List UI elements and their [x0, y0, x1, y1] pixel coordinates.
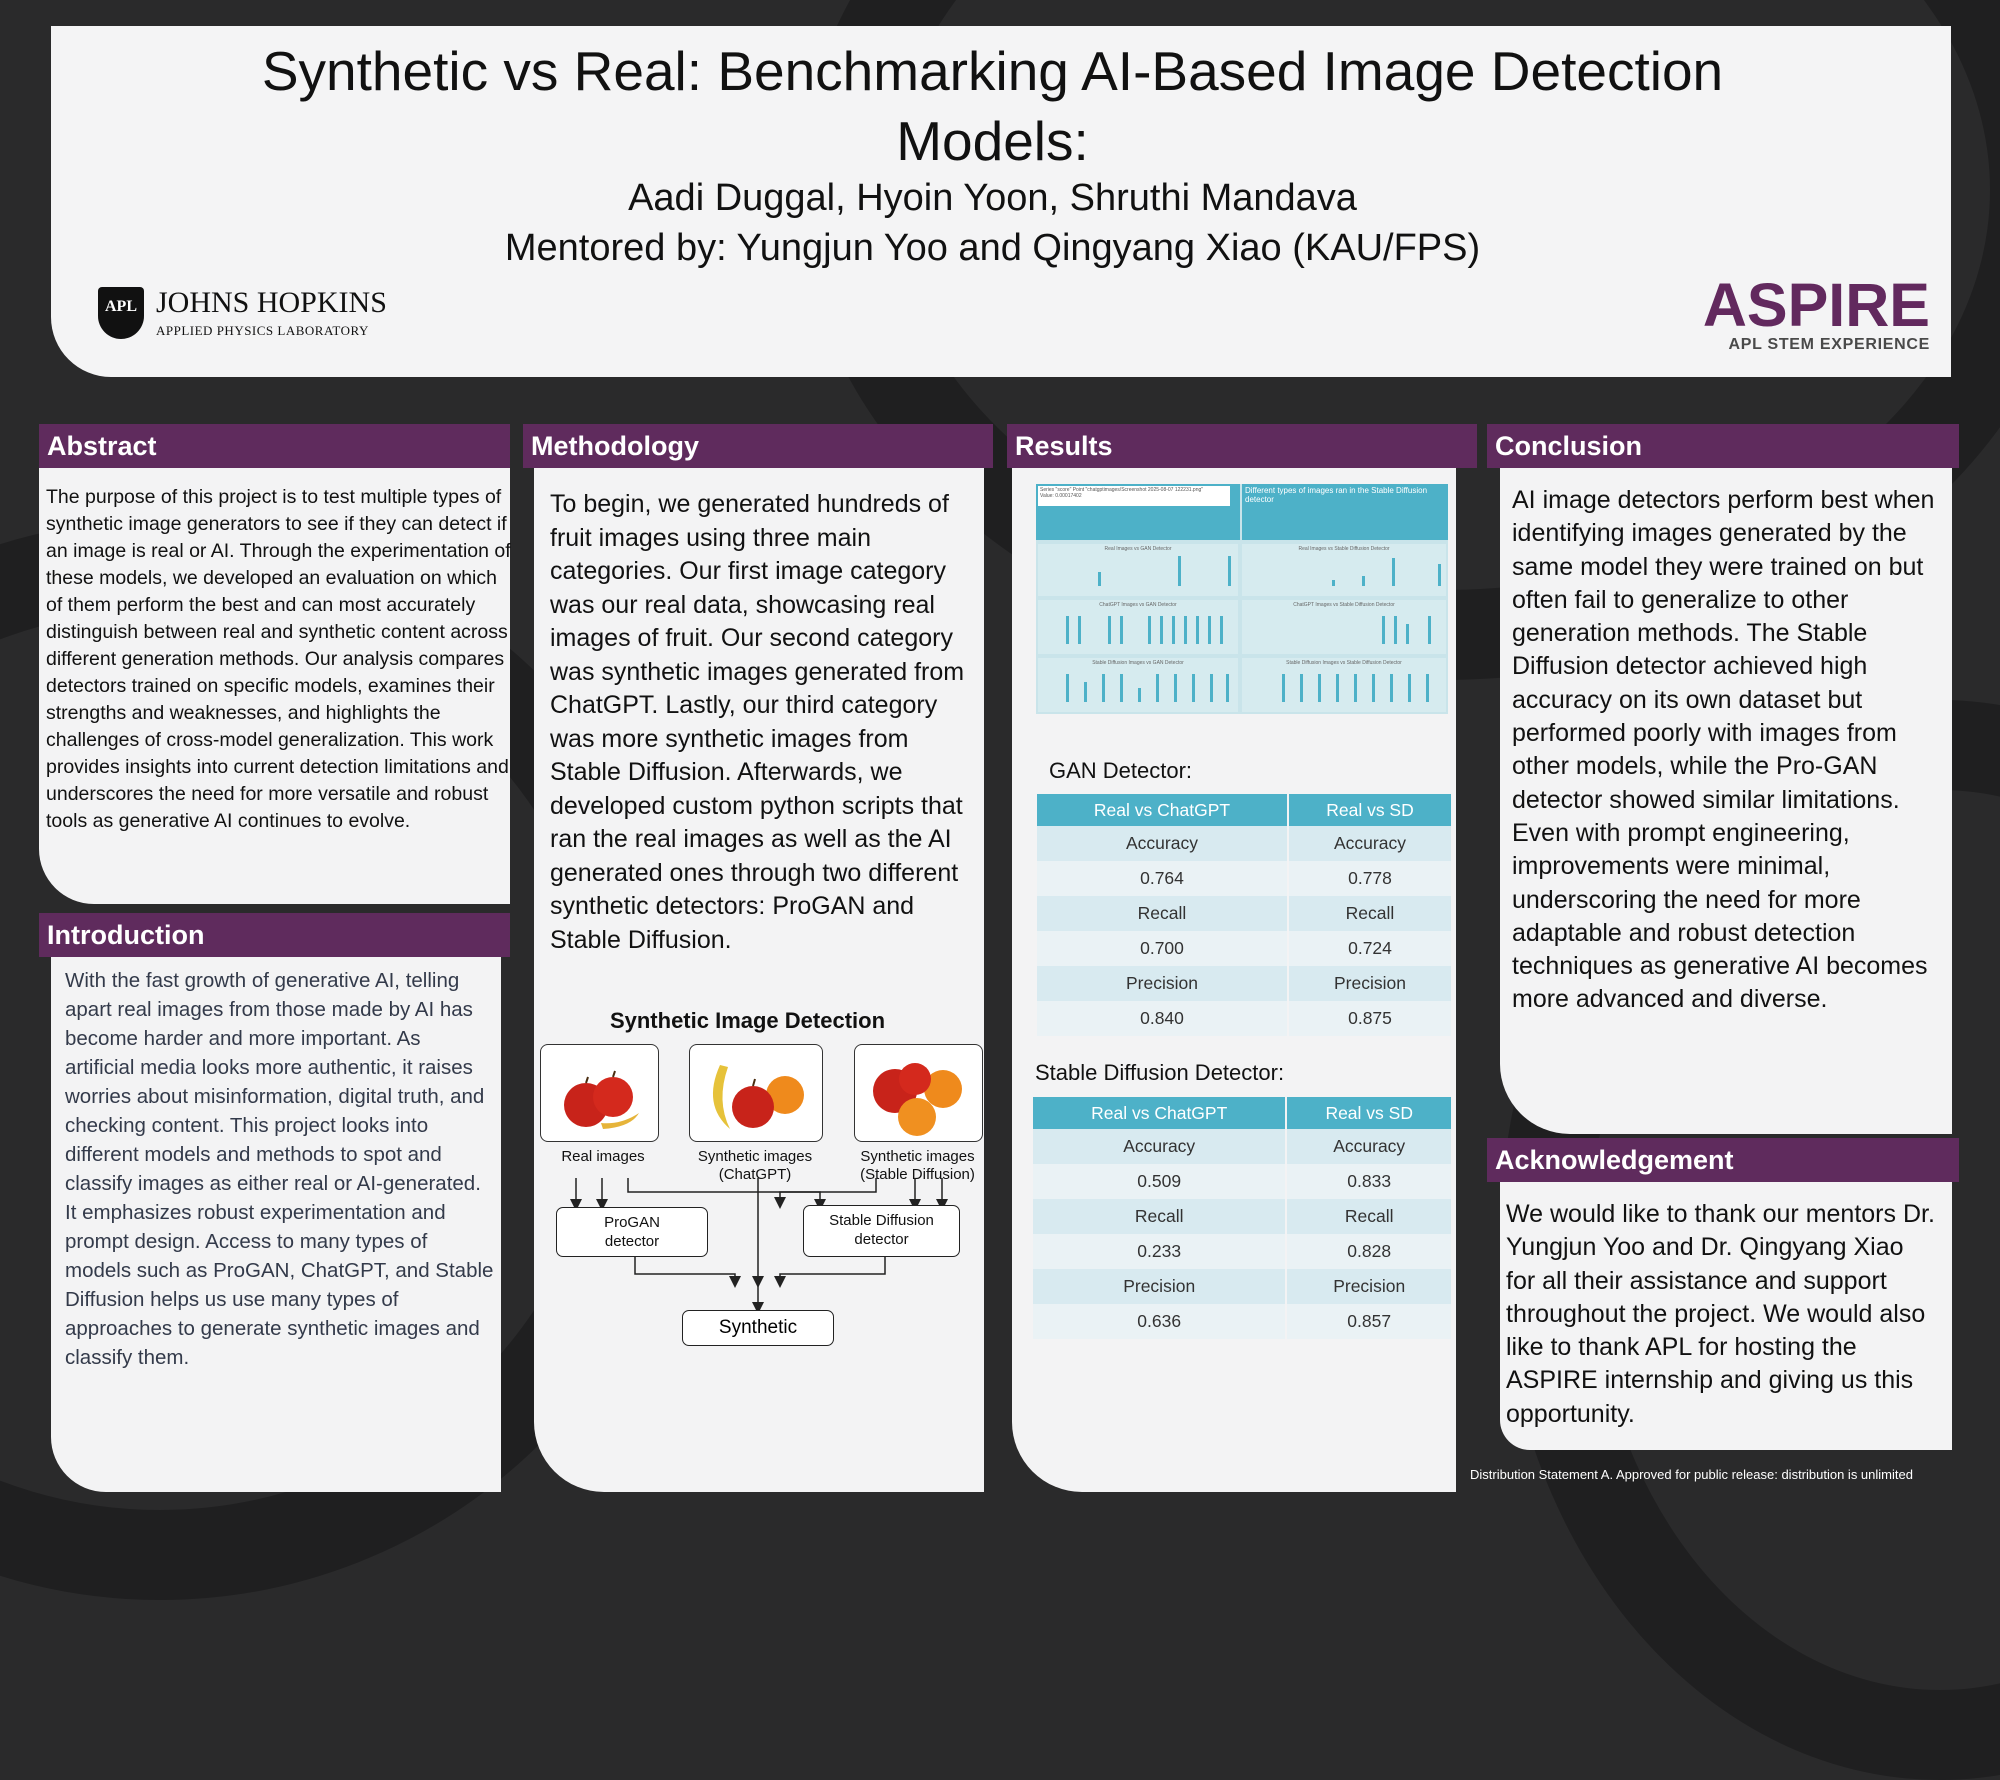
sd-detector-line-1: Stable Diffusion [829, 1212, 934, 1229]
sd-col-header: Real vs ChatGPT [1033, 1097, 1285, 1129]
plot-caption: ChatGPT Images vs Stable Diffusion Detector [1293, 602, 1395, 608]
progan-line-2: detector [604, 1233, 660, 1250]
fruit-icon [690, 1045, 822, 1141]
abstract-heading: Abstract [39, 424, 510, 468]
plot-caption: Stable Diffusion Images vs GAN Detector [1092, 660, 1184, 666]
diagram-title: Synthetic Image Detection [609, 1008, 886, 1033]
conclusion-text: AI image detectors perform best when identifying images generated by the same model they were trained on but often fail to generalize to other generation methods. The Stable Diffusion detector achieved high accuracy on its own dataset but performed poorly with images from other models, while the Pro-GAN detector showed similar limitations. Even with prompt engineering, improvements were minimal, underscoring the need for more adaptable and robust detection techniques as generative AI becomes more advanced and diverse. [1512, 486, 1935, 1014]
real-images-thumbnail [540, 1044, 659, 1142]
table-cell: 0.840 [1037, 1001, 1287, 1036]
distribution-statement: Distribution Statement A. Approved for public release: distribution is unlimited [1470, 1467, 1913, 1482]
screenshot-note-line-1: Series "score" Point "chatgptimages/Screenshot 2025-08-07 122231.png" [1040, 487, 1204, 493]
results-plot-chatgpt-gan [1038, 600, 1238, 654]
abstract-text: The purpose of this project is to test multiple types of synthetic image generators to see if they can detect if an image is real or AI. Through the experimentation of these models, we developed an evaluation on which of them perform the best and can most accurately distinguish between real and synthetic content across different generation methods. Our analysis compares detectors trained on specific models, examines their strengths and weaknesses, and highlights the challenges of cross-model generalization. This work provides insights into current detection limitations and underscores the need for more versatile and robust tools as generative AI continues to evolve. [46, 486, 511, 832]
fruit-icon [855, 1045, 982, 1141]
table-row [1037, 931, 1451, 966]
table-cell: Recall [1033, 1199, 1285, 1234]
authors: Aadi Duggal, Hyoin Yoon, Shruthi Mandava [628, 177, 1357, 219]
table-cell: 0.509 [1033, 1164, 1285, 1199]
mentors: Mentored by: Yungjun Yoo and Qingyang Xiao (KAU/FPS) [504, 227, 1481, 269]
author-block [0, 173, 1985, 273]
results-plot-chatgpt-sd [1242, 600, 1446, 654]
table-row [1033, 1199, 1451, 1234]
plot-caption: Real Images vs Stable Diffusion Detector [1298, 546, 1390, 552]
table-cell: 0.828 [1287, 1234, 1451, 1269]
table-cell: 0.636 [1033, 1304, 1285, 1339]
poster-title [0, 36, 1985, 176]
table-row [1033, 1129, 1451, 1164]
aspire-logo-name: ASPIRE [1702, 271, 1930, 339]
table-cell: 0.764 [1037, 861, 1287, 896]
sd-col-header: Real vs SD [1287, 1097, 1451, 1129]
label-sd-line-1: Synthetic images [860, 1148, 975, 1165]
sd-detector-table [1031, 1097, 1453, 1339]
table-cell: Precision [1033, 1269, 1285, 1304]
plot-caption: Stable Diffusion Images vs Stable Diffusion Detector [1286, 660, 1402, 666]
jhu-logo-name: JOHNS HOPKINS [156, 286, 387, 319]
screenshot-note-line-2: Value: 0.00017402 [1040, 493, 1082, 499]
introduction-heading: Introduction [39, 913, 510, 957]
table-cell: 0.724 [1289, 931, 1451, 966]
methodology-heading: Methodology [523, 424, 993, 468]
conclusion-heading: Conclusion [1487, 424, 1959, 468]
table-cell: Precision [1289, 966, 1451, 1001]
table-row [1037, 1001, 1451, 1036]
table-cell: Recall [1037, 896, 1287, 931]
table-cell: 0.857 [1287, 1304, 1451, 1339]
plot-caption: Real Images vs GAN Detector [1104, 546, 1172, 552]
results-heading: Results [1007, 424, 1477, 468]
apple-icon [541, 1045, 658, 1141]
synthetic-output-box: Synthetic [682, 1310, 834, 1346]
sd-detector-title: Stable Diffusion Detector: [1035, 1060, 1285, 1085]
table-cell: Accuracy [1033, 1129, 1285, 1164]
jhu-apl-logo [98, 284, 398, 344]
table-cell: Precision [1037, 966, 1287, 1001]
results-screenshot [1036, 484, 1448, 714]
table-cell: 0.233 [1033, 1234, 1285, 1269]
methodology-text: To begin, we generated hundreds of fruit images using three main categories. Our first image category was our real data, showcasing real images of fruit. Our second category was synthetic images generated from ChatGPT. Lastly, our third category was more synthetic images from Stable Diffusion. Afterwards, we developed custom python scripts that ran the real images as well as the AI generated ones through two different synthetic detectors: ProGAN and Stable Diffusion. [550, 490, 965, 954]
results-plot-sd-sd [1242, 658, 1446, 712]
table-row [1037, 966, 1451, 1001]
table-cell: 0.700 [1037, 931, 1287, 966]
acknowledgement-text: We would like to thank our mentors Dr. Yungjun Yoo and Dr. Qingyang Xiao for all their assistance and support throughout the project. We would also like to thank APL for hosting the ASPIRE internship and giving us this opportunity. [1506, 1200, 1935, 1428]
label-chatgpt-line-1: Synthetic images [697, 1148, 813, 1165]
results-screenshot-header-left [1036, 484, 1240, 540]
table-cell: 0.875 [1289, 1001, 1451, 1036]
acknowledgement-heading: Acknowledgement [1487, 1138, 1959, 1182]
table-cell: Accuracy [1037, 826, 1287, 861]
progan-detector-box [556, 1207, 708, 1257]
label-chatgpt-line-2: (ChatGPT) [718, 1166, 792, 1183]
table-row [1037, 826, 1451, 861]
table-row [1037, 861, 1451, 896]
sd-detector-box [803, 1205, 960, 1257]
table-cell: Accuracy [1289, 826, 1451, 861]
table-row [1033, 1164, 1451, 1199]
table-cell: 0.833 [1287, 1164, 1451, 1199]
plot-caption: ChatGPT Images vs GAN Detector [1099, 602, 1177, 608]
results-plot-real-gan [1038, 544, 1238, 596]
gan-col-header: Real vs SD [1289, 794, 1451, 826]
results-screenshot-note [1038, 486, 1230, 506]
gan-detector-table [1035, 794, 1453, 1036]
table-row [1033, 1269, 1451, 1304]
label-real-images: Real images [561, 1148, 645, 1165]
gan-col-header: Real vs ChatGPT [1037, 794, 1287, 826]
title-line-1: Synthetic vs Real: Benchmarking AI-Based Image Detection [261, 40, 1724, 102]
aspire-logo-sub: APL STEM EXPERIENCE [1728, 336, 1930, 353]
progan-line-1: ProGAN [604, 1214, 660, 1231]
table-cell: Accuracy [1287, 1129, 1451, 1164]
results-plot-sd-gan [1038, 658, 1238, 712]
table-row [1033, 1234, 1451, 1269]
introduction-text: With the fast growth of generative AI, telling apart real images from those made by AI has become harder and more important. As artificial media looks more authentic, it raises worries about misinformation, digital truth, and checking content. This project looks into different models and methods to spot and classify images as either real or AI-generated. It emphasizes robust experimentation and prompt design. Access to many types of models such as ProGAN, ChatGPT, and Stable Diffusion helps us use many types of approaches to generate synthetic images and classify them. [65, 969, 494, 1369]
results-screenshot-header-right: Different types of images ran in the Stable Diffusion detector [1242, 484, 1448, 540]
table-cell: Precision [1287, 1269, 1451, 1304]
results-plot-real-sd [1242, 544, 1446, 596]
apl-shield-icon: APL [98, 287, 144, 339]
table-cell: Recall [1287, 1199, 1451, 1234]
aspire-logo [1690, 271, 1930, 354]
sd-detector-line-2: detector [854, 1231, 909, 1248]
title-line-2: Models: [896, 110, 1089, 172]
table-cell: Recall [1289, 896, 1451, 931]
label-sd-line-2: (Stable Diffusion) [860, 1166, 975, 1183]
table-row [1037, 896, 1451, 931]
chatgpt-images-thumbnail [689, 1044, 823, 1142]
gan-detector-title: GAN Detector: [1049, 758, 1193, 783]
stable-diffusion-images-thumbnail [854, 1044, 983, 1142]
table-row [1033, 1304, 1451, 1339]
table-cell: 0.778 [1289, 861, 1451, 896]
jhu-logo-sub: APPLIED PHYSICS LABORATORY [156, 323, 369, 338]
